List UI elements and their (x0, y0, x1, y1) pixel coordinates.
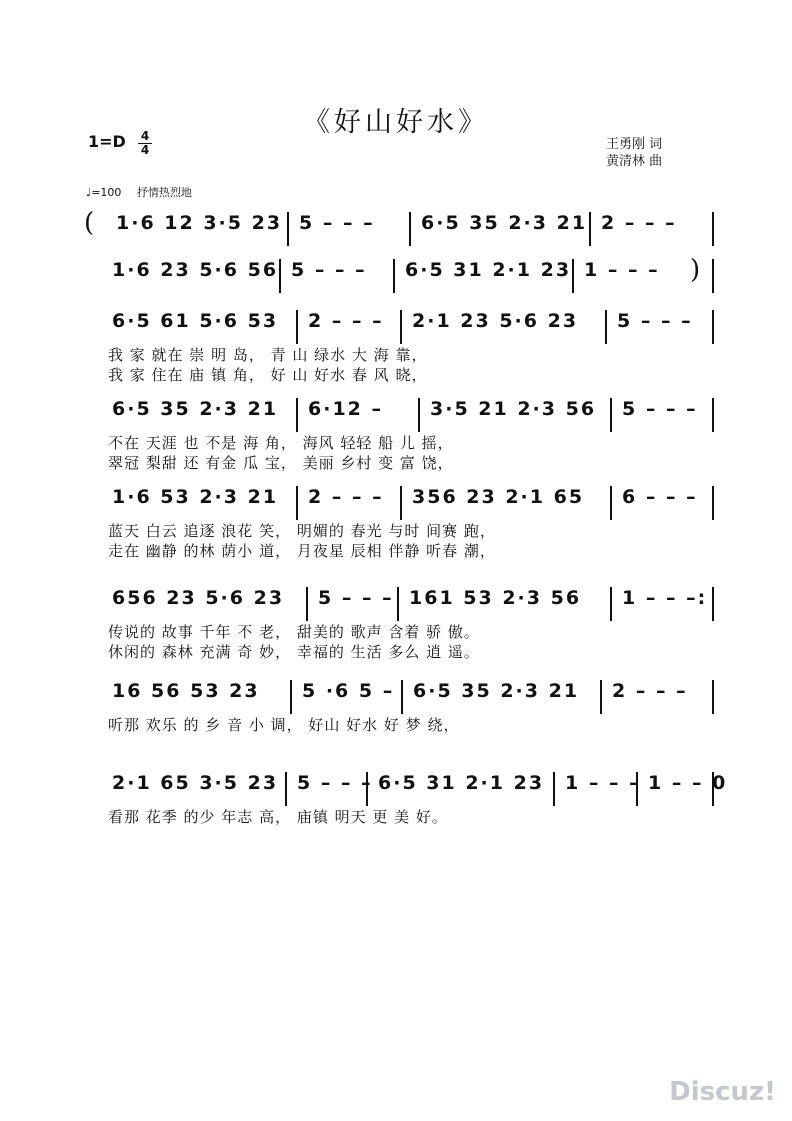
staff-row (0, 257, 792, 293)
tempo-value: ♩=100 (86, 186, 122, 199)
measure: 2 – – – (308, 486, 384, 508)
measure: 5 – – – (299, 212, 375, 234)
lyric-line: 不在 天涯 也 不是 海 角， 海风 轻轻 船 儿 摇， (108, 434, 454, 452)
staff-row (0, 585, 792, 621)
watermark-logo: Discuz! (669, 1077, 776, 1107)
bar-line (409, 212, 411, 246)
bar-line (400, 486, 402, 520)
measure: 6·5 61 5·6 53 (112, 310, 279, 332)
lyric-line: 休闲的 森林 充满 奇 妙， 幸福的 生活 多么 逍 遥。 (108, 643, 480, 661)
key-signature: 1=D (88, 132, 126, 151)
measure: 1·6 12 3·5 23 (116, 212, 283, 234)
bar-line (610, 587, 612, 621)
bar-line (605, 310, 607, 344)
bar-line (610, 486, 612, 520)
measure: 5 – – – (291, 259, 367, 281)
bar-line (296, 310, 298, 344)
measure: 16 56 53 23 (112, 680, 260, 702)
bar-line (589, 212, 591, 246)
bar-line (279, 259, 281, 293)
measure: 3·5 21 2·3 56 (430, 398, 597, 420)
bar-line (712, 587, 714, 621)
lyric-line: 我 家 住在 庙 镇 角， 好 山 好水 春 风 晓， (108, 366, 428, 384)
bar-line (393, 259, 395, 293)
bar-line (572, 259, 574, 293)
bar-line (712, 486, 714, 520)
measure: 1 – – – (584, 259, 660, 281)
lyricist-credit: 王勇刚 词 (606, 137, 663, 152)
measure: 1 – – 0 (648, 772, 728, 794)
measure: 6·5 35 2·3 21 (413, 680, 580, 702)
bar-line (712, 680, 714, 714)
bar-line (610, 398, 612, 432)
bar-line (296, 486, 298, 520)
measure: 6·12 – (308, 398, 383, 420)
lyric-line: 看那 花季 的少 年志 高， 庙镇 明天 更 美 好。 (108, 808, 448, 826)
bar-line (296, 398, 298, 432)
bar-line (287, 212, 289, 246)
lyric-line: 走在 幽静 的林 荫小 道， 月夜星 辰相 伴静 听春 潮， (108, 542, 496, 560)
open-paren: ( (84, 208, 95, 238)
bar-line (712, 212, 714, 246)
measure: 2 – – – (601, 212, 677, 234)
measure: 1 – – –: (622, 587, 708, 609)
bar-line (290, 680, 292, 714)
measure: 6·5 31 2·1 23 (378, 772, 545, 794)
staff-row (0, 678, 792, 714)
close-paren: ) (690, 255, 701, 285)
bar-line (600, 680, 602, 714)
lyric-line: 我 家 就在 崇 明 岛， 青 山 绿水 大 海 靠， (108, 346, 428, 364)
bar-line (553, 772, 555, 806)
measure: 2 – – – (612, 680, 688, 702)
measure: 356 23 2·1 65 (412, 486, 585, 508)
bar-line (306, 587, 308, 621)
staff-row (0, 770, 792, 806)
bar-line (418, 398, 420, 432)
time-signature (138, 130, 152, 157)
lyric-line: 翠冠 梨甜 还 有金 瓜 宝， 美丽 乡村 变 富 饶， (108, 454, 454, 472)
staff-row (0, 484, 792, 520)
measure: 1·6 53 2·3 21 (112, 486, 279, 508)
measure: 6·5 31 2·1 23 (405, 259, 572, 281)
measure: 5 – – – (318, 587, 394, 609)
measure: 5 – – – (622, 398, 698, 420)
bar-line (285, 772, 287, 806)
bar-line (712, 398, 714, 432)
measure: 161 53 2·3 56 (409, 587, 582, 609)
tempo-mood: 抒情热烈地 (136, 186, 192, 199)
bar-line (712, 259, 714, 293)
bar-line (712, 310, 714, 344)
measure: 2 – – – (308, 310, 384, 332)
staff-row (0, 210, 792, 246)
lyric-line: 传说的 故事 千年 不 老， 甜美的 歌声 含着 骄 傲。 (108, 623, 480, 641)
composer-credit: 黄清林 曲 (606, 154, 663, 169)
bar-line (401, 680, 403, 714)
measure: 2·1 23 5·6 23 (412, 310, 579, 332)
staff-row (0, 308, 792, 344)
measure: 6 – – – (622, 486, 698, 508)
measure: 2·1 65 3·5 23 (112, 772, 279, 794)
time-signature-top: 4 (140, 129, 150, 143)
measure: 6·5 35 2·3 21 (112, 398, 279, 420)
time-signature-bottom: 4 (140, 143, 150, 157)
lyric-line: 蓝天 白云 追逐 浪花 笑， 明媚的 春光 与时 间赛 跑， (108, 522, 496, 540)
bar-line (400, 310, 402, 344)
credits (606, 136, 662, 170)
tempo-marking (86, 184, 192, 200)
lyric-line: 听那 欢乐 的 乡 音 小 调， 好山 好水 好 梦 绕， (108, 716, 460, 734)
staff-row (0, 396, 792, 432)
measure: 6·5 35 2·3 21 (421, 212, 588, 234)
measure: 1 – – – (565, 772, 641, 794)
measure: 5 – – – (297, 772, 373, 794)
bar-line (397, 587, 399, 621)
measure: 656 23 5·6 23 (112, 587, 285, 609)
measure: 5 – – – (617, 310, 693, 332)
song-title: 《好山好水》 (303, 107, 489, 138)
measure: 5 ·6 5 – (302, 680, 395, 702)
measure: 1·6 23 5·6 56 (112, 259, 279, 281)
